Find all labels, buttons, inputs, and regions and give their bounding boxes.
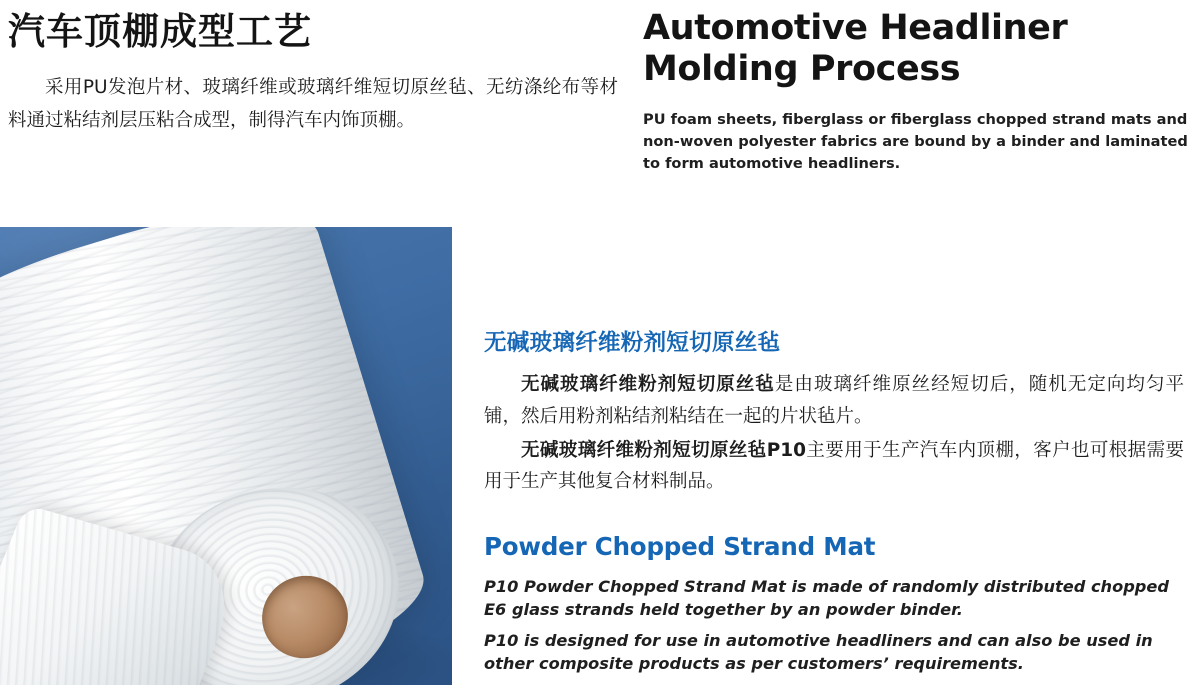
product-description-block: [484, 325, 1184, 683]
product-paragraph-english-1: P10 Powder Chopped Strand Mat is made of randomly distributed chopped E6 glass strands held together by an powder binder.: [484, 577, 1169, 620]
intro-paragraph-chinese: 采用PU发泡片材、玻璃纤维或玻璃纤维短切原丝毡、无纺涤纶布等材料通过粘结剂层压粘合成型，制得汽车内饰顶棚。: [8, 77, 618, 131]
page-title-english: Automotive Headliner Molding Process: [643, 8, 1068, 89]
english-intro-block: [643, 8, 1188, 175]
product-heading-english: Powder Chopped Strand Mat: [484, 532, 876, 562]
product-paragraph-chinese-1-rest: 是由玻璃纤维原丝经短切后，随机无定向均匀平铺，然后用粉剂粘结剂粘结在一起的片状毡片。: [484, 374, 1184, 427]
product-name-bold-2: 无碱玻璃纤维粉剂短切原丝毡P10: [521, 439, 806, 461]
product-name-bold-1: 无碱玻璃纤维粉剂短切原丝毡: [521, 374, 775, 395]
product-photo: [0, 227, 452, 685]
product-heading-chinese: 无碱玻璃纤维粉剂短切原丝毡: [484, 330, 781, 356]
product-paragraph-chinese-2-rest: 主要用于生产汽车内顶棚，客户也可根据需要用于生产其他复合材料制品。: [484, 439, 1184, 493]
page-title-chinese: 汽车顶棚成型工艺: [8, 10, 312, 53]
chinese-intro-block: [8, 10, 618, 137]
product-paragraph-chinese-1: [484, 369, 1184, 433]
product-paragraph-english-2: P10 is designed for use in automotive headliners and can also be used in other composite products as per customers’ requirements.: [484, 631, 1153, 674]
intro-paragraph-english: PU foam sheets, fiberglass or fiberglass chopped strand mats and non-woven polyester fabrics are bound by a binder and laminated to form automotive headliners.: [643, 111, 1188, 172]
product-paragraph-chinese-2: [484, 435, 1184, 499]
